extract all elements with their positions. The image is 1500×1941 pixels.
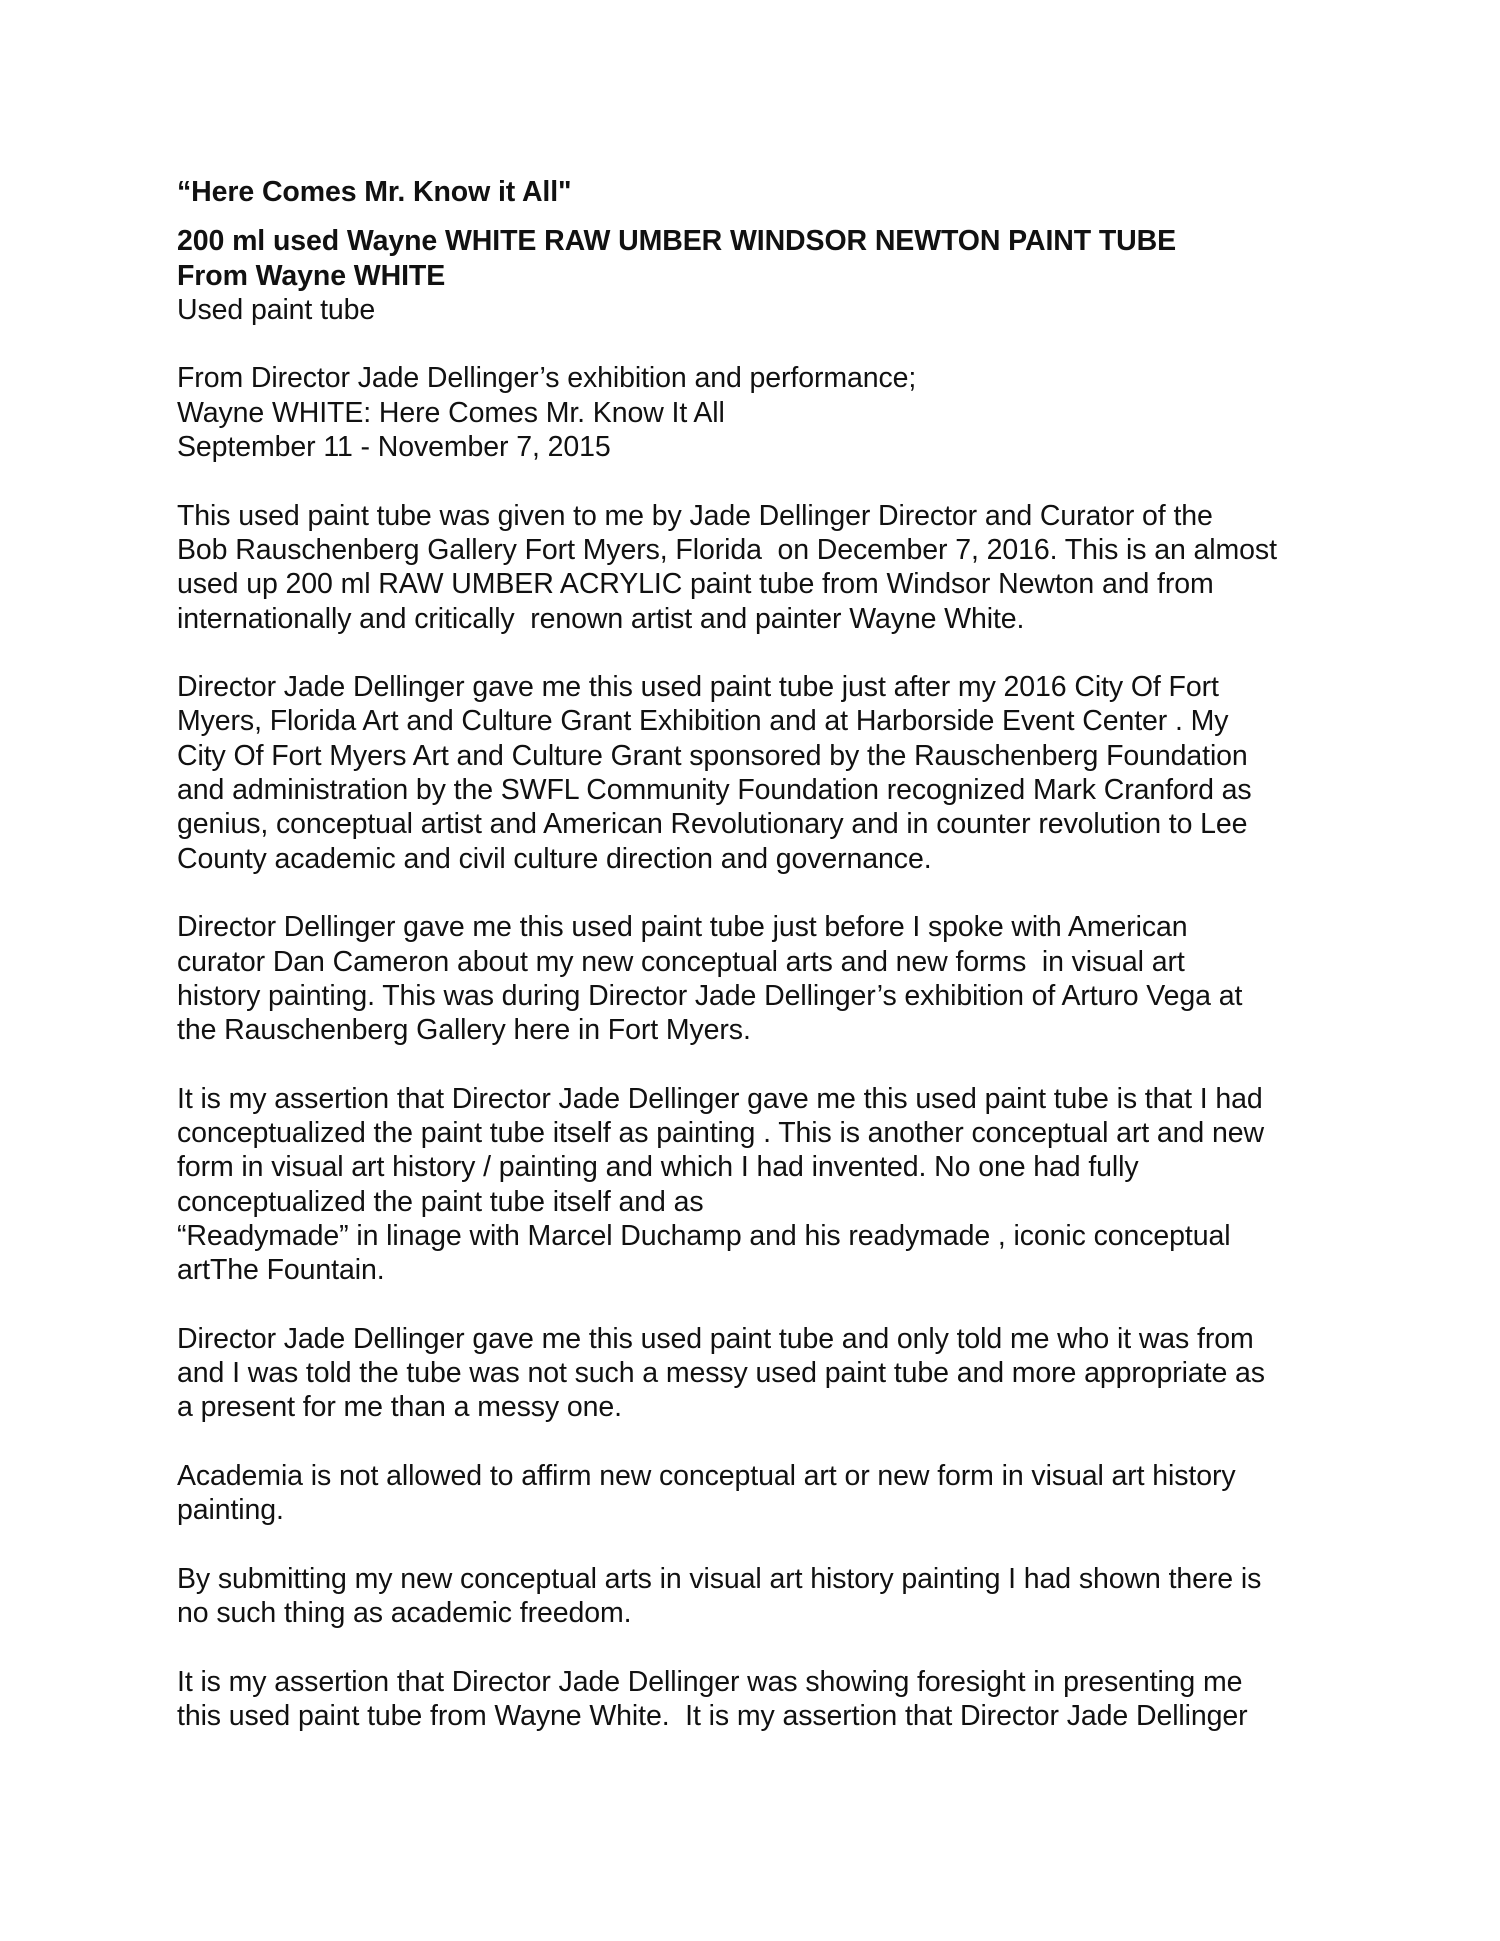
paragraph-line: Academia is not allowed to affirm new conceptual art or new form in visual art history [177,1459,1236,1492]
paragraph-line: County academic and civil culture direction and governance. [177,842,932,875]
paragraph-line: Director Jade Dellinger gave me this used paint tube and only told me who it was from [177,1322,1254,1355]
paragraph-line: Myers, Florida Art and Culture Grant Exhibition and at Harborside Event Center . My [177,705,1229,738]
paragraph-line: This used paint tube was given to me by Jade Dellinger Director and Curator of the [177,499,1213,532]
paragraph-line: the Rauschenberg Gallery here in Fort Myers. [177,1014,751,1047]
paragraph-line: It is my assertion that Director Jade Dellinger was showing foresight in presenting me [177,1665,1243,1698]
paragraph-line: September 11 - November 7, 2015 [177,431,611,464]
paragraph-line: By submitting my new conceptual arts in visual art history painting I had shown there is [177,1562,1262,1595]
paragraph-line: “Readymade” in linage with Marcel Duchamp and his readymade , iconic conceptual [177,1219,1231,1252]
paragraph-line: genius, conceptual artist and American Revolutionary and in counter revolution to Lee [177,808,1248,841]
paragraph-line: a present for me than a messy one. [177,1391,622,1424]
paragraph-assertion [177,1082,1357,1288]
paragraph-line: Director Jade Dellinger gave me this used paint tube just after my 2016 City Of Fort [177,671,1219,704]
paragraph-curator [177,910,1357,1047]
paragraph-freedom [177,1562,1357,1631]
paragraph-line: It is my assertion that Director Jade Dellinger gave me this used paint tube is that I had [177,1082,1263,1115]
paragraph-exhibition [177,361,1357,464]
paragraph-line: and administration by the SWFL Community Foundation recognized Mark Cranford as [177,774,1252,807]
title-line: “Here Comes Mr. Know it All" [177,176,572,208]
paragraph-line: this used paint tube from Wayne White. It is my assertion that Director Jade Dellinger [177,1700,1248,1733]
paragraph-line: painting. [177,1494,284,1527]
paragraph-line: history painting. This was during Director Jade Dellinger’s exhibition of Arturo Vega at [177,979,1243,1012]
paragraph-line: no such thing as academic freedom. [177,1597,632,1630]
paragraph-line: Director Dellinger gave me this used paint tube just before I spoke with American [177,911,1188,944]
paragraph-line: internationally and critically renown artist and painter Wayne White. [177,602,1025,635]
heading-line: From Wayne WHITE [177,259,446,292]
document-title [177,175,1357,209]
heading-line: 200 ml used Wayne WHITE RAW UMBER WINDSOR NEWTON PAINT TUBE [177,225,1177,258]
heading-subline: Used paint tube [177,293,376,326]
paragraph-line: From Director Jade Dellinger’s exhibition and performance; [177,362,917,395]
paragraph-academia [177,1459,1357,1528]
item-heading [177,224,1357,327]
paragraph-messy [177,1322,1357,1425]
paragraph-line: conceptualized the paint tube itself and as [177,1185,704,1218]
paragraph-grant [177,670,1357,876]
paragraph-line: Bob Rauschenberg Gallery Fort Myers, Florida on December 7, 2016. This is an almost [177,533,1277,566]
paragraph-line: form in visual art history / painting and which I had invented. No one had fully [177,1151,1139,1184]
document-page [177,175,1357,1768]
paragraph-foresight [177,1665,1357,1734]
paragraph-line: Wayne WHITE: Here Comes Mr. Know It All [177,396,725,429]
paragraph-line: used up 200 ml RAW UMBER ACRYLIC paint tube from Windsor Newton and from [177,568,1214,601]
paragraph-line: City Of Fort Myers Art and Culture Grant sponsored by the Rauschenberg Foundation [177,739,1248,772]
paragraph-line: conceptualized the paint tube itself as painting . This is another conceptual art and new [177,1117,1264,1150]
paragraph-line: and I was told the tube was not such a messy used paint tube and more appropriate as [177,1357,1265,1390]
paragraph-given [177,499,1357,636]
paragraph-line: curator Dan Cameron about my new conceptual arts and new forms in visual art [177,945,1185,978]
paragraph-line: artThe Fountain. [177,1254,385,1287]
